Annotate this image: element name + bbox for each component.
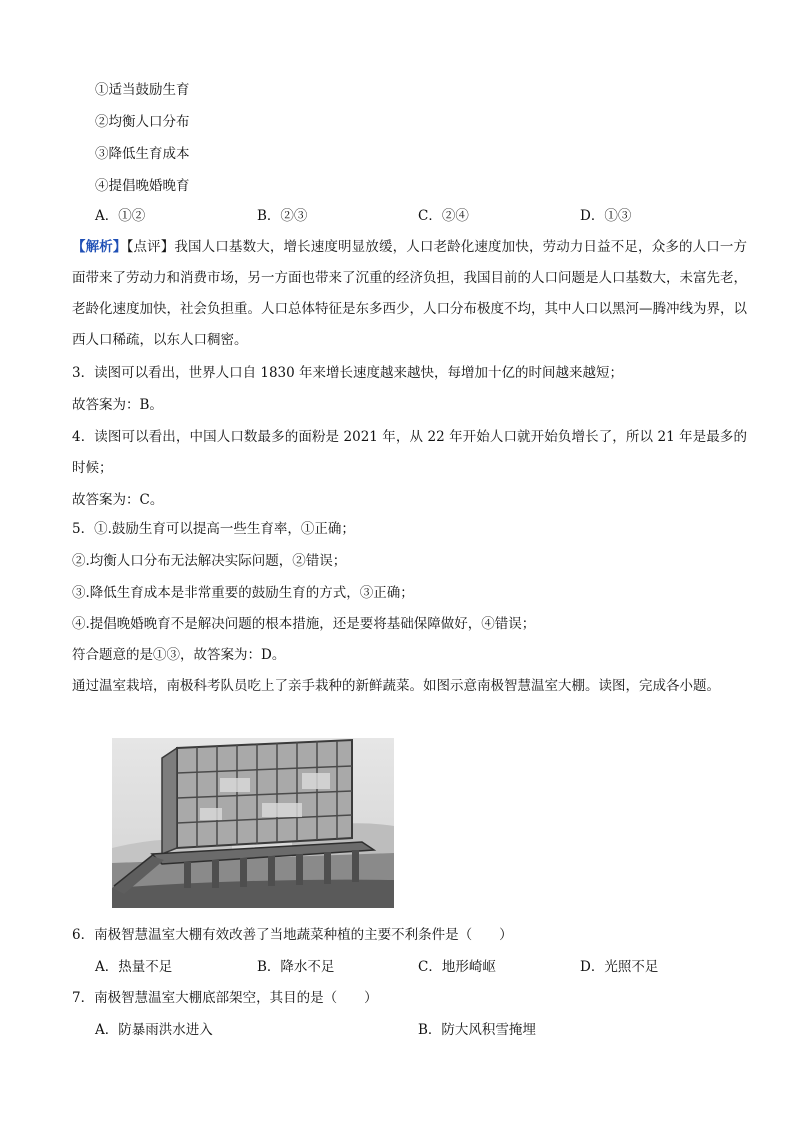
- q6-choice-d: D．光照不足: [580, 959, 659, 975]
- q5-option-3: ③降低生育成本: [95, 146, 190, 162]
- q4-explanation: 4．读图可以看出，中国人口数最多的面粉是 2021 年，从 22 年开始人口就开始负增长了，所以 21 年是最多的时候；: [72, 429, 747, 476]
- q5-option-4: ④提倡晚婚晚育: [95, 178, 190, 194]
- q6-stem: 6．南极智慧温室大棚有效改善了当地蔬菜种植的主要不利条件是（ ）: [72, 927, 513, 943]
- q5-analysis-line-4: ④.提倡晚婚晚育不是解决问题的根本措施，还是要将基础保障做好，④错误；: [72, 616, 536, 632]
- q6-choice-a: A．热量不足: [95, 959, 173, 975]
- analysis-tag: 【解析】: [72, 239, 127, 255]
- comment-tag: 【点评】: [126, 239, 175, 255]
- analysis-paragraph: [72, 232, 747, 356]
- q6-choice-c: C．地形崎岖: [418, 959, 496, 975]
- q5-analysis-line-5: 符合题意的是①③，故答案为：D。: [72, 647, 286, 663]
- q5-option-2: ②均衡人口分布: [95, 114, 190, 130]
- q7-stem: 7．南极智慧温室大棚底部架空，其目的是（ ）: [72, 990, 378, 1006]
- greenhouse-photo: [112, 738, 394, 908]
- q7-choice-a: A．防暴雨洪水进入: [95, 1022, 213, 1038]
- q3-explanation: 3．读图可以看出，世界人口自 1830 年来增长速度越来越快，每增加十亿的时间越来越短；: [72, 365, 624, 381]
- q7-choice-b: B．防大风积雪掩埋: [418, 1022, 536, 1038]
- q4-answer: 故答案为：C。: [72, 492, 164, 508]
- q5-choice-b: B．②③: [257, 208, 308, 224]
- q6-choice-b: B．降水不足: [257, 959, 335, 975]
- group-intro: 通过温室栽培，南极科考队员吃上了亲手栽种的新鲜蔬菜。如图示意南极智慧温室大棚。读图，完成各小题。: [72, 678, 720, 694]
- q5-option-1: ①适当鼓励生育: [95, 82, 190, 98]
- q5-choice-a: A．①②: [95, 208, 146, 224]
- q3-answer: 故答案为：B。: [72, 397, 163, 413]
- analysis-body: 我国人口基数大，增长速度明显放缓，人口老龄化速度加快，劳动力日益不足，众多的人口一方面带来了劳动力和消费市场，另一方面也带来了沉重的经济负担，我国目前的人口问题是人口基数大，未富先老，老龄化速度加快，社会负担重。人口总体特征是东多西少，人口分布极度不均，其中人口以黑河—腾冲线为界，以西人口稀疏，以东人口稠密。: [72, 239, 748, 348]
- q5-choice-d: D．①③: [580, 208, 632, 224]
- q5-analysis-line-2: ②.均衡人口分布无法解决实际问题，②错误；: [72, 553, 347, 569]
- q5-analysis-line-1: 5．①.鼓励生育可以提高一些生育率，①正确；: [72, 521, 355, 537]
- q5-analysis-line-3: ③.降低生育成本是非常重要的鼓励生育的方式，③正确；: [72, 585, 414, 601]
- q5-choice-c: C．②④: [418, 208, 469, 224]
